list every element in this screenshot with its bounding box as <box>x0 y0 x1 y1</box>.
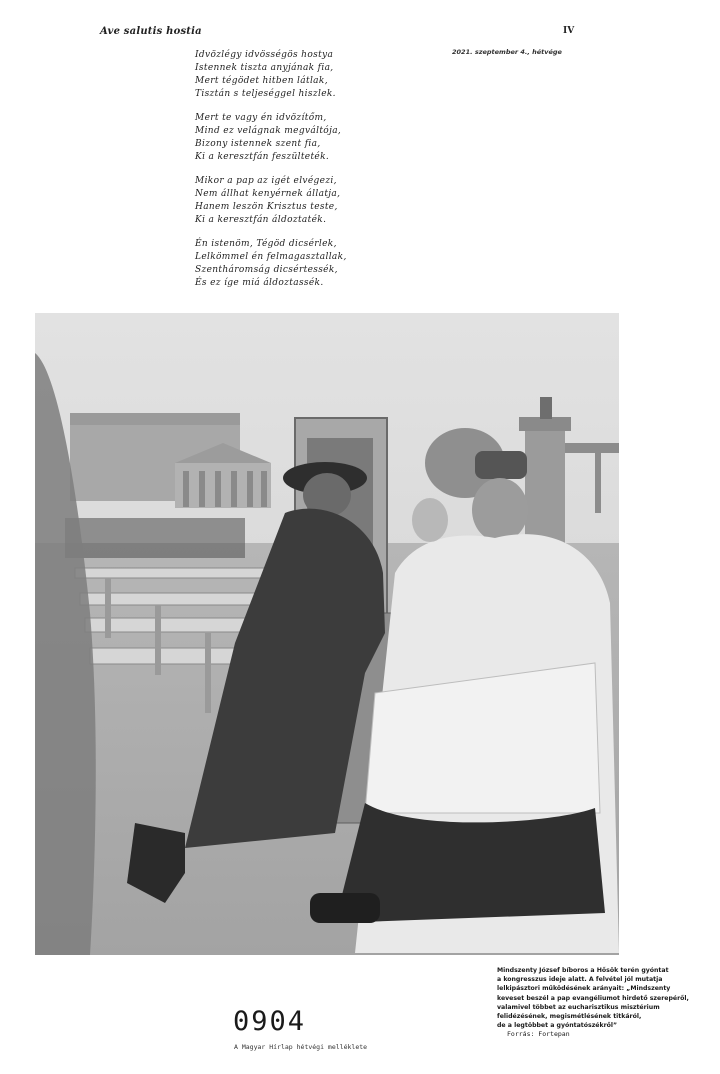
page-number: IV <box>563 26 575 36</box>
footer-subtitle: A Magyar Hírlap hétvégi melléklete <box>234 1043 368 1051</box>
caption-line: keveset beszél a pap evangéliumot hirdető szerepéről, <box>497 994 689 1002</box>
poem-stanza <box>195 112 435 164</box>
caption-line: felidézésének, megismétlésének titkáról, <box>497 1013 642 1021</box>
historical-photo <box>35 313 619 955</box>
poem-line: Mert tégödet hitben látlak, <box>195 76 328 86</box>
footer-issue-number: 0904 <box>233 1006 307 1037</box>
poem-stanza <box>195 175 435 227</box>
poem-line: Mind ez velágnak megváltója, <box>195 126 342 136</box>
caption-line: lelkipásztori működésének arányait: „Mindszenty <box>497 985 671 993</box>
poem <box>195 49 435 301</box>
poem-line: Bizony istennek szent fia, <box>195 139 321 149</box>
photo-caption <box>497 966 697 1040</box>
poem-line: Istennek tiszta anyjának fia, <box>195 63 334 73</box>
poem-line: Idvözlégy idvösségös hostya <box>195 50 334 60</box>
poem-line: Ki a keresztfán áldoztaték. <box>195 215 327 225</box>
poem-line: Lelkömmel én felmagasztallak, <box>195 252 347 262</box>
poem-line: Ki a keresztfán feszülteték. <box>195 152 330 162</box>
poem-line: Nem állhat kenyérnek állatja, <box>195 189 341 199</box>
caption-line: valamivel többet az eucharisztikus misztérium <box>497 1003 660 1011</box>
poem-line: Én istenöm, Tégöd dicsérlek, <box>195 239 337 249</box>
poem-line: Mikor a pap az igét elvégezi, <box>195 176 337 186</box>
caption-line: de a legtöbbet a gyóntatószékről” <box>497 1022 618 1030</box>
caption-line: a kongresszus ideje alatt. A felvétel jól mutatja <box>497 976 663 984</box>
caption-line: Mindszenty József bíboros a Hősök terén gyóntat <box>497 967 669 974</box>
poem-line: Mert te vagy én idvözítőm, <box>195 113 327 123</box>
poem-line: Tisztán s teljeséggel hiszlek. <box>195 89 336 99</box>
issue-date: 2021. szeptember 4., hétvége <box>452 48 562 56</box>
poem-line: Szentháromság dicsértessék, <box>195 265 338 275</box>
poem-line: Hanem leszön Krisztus teste, <box>195 202 338 212</box>
header-title: Ave salutis hostia <box>100 26 202 37</box>
poem-stanza <box>195 238 435 290</box>
poem-stanza <box>195 49 435 101</box>
photo-source: Forrás: Fortepan <box>507 1030 570 1039</box>
poem-line: És ez íge miá áldoztassék. <box>195 278 324 288</box>
